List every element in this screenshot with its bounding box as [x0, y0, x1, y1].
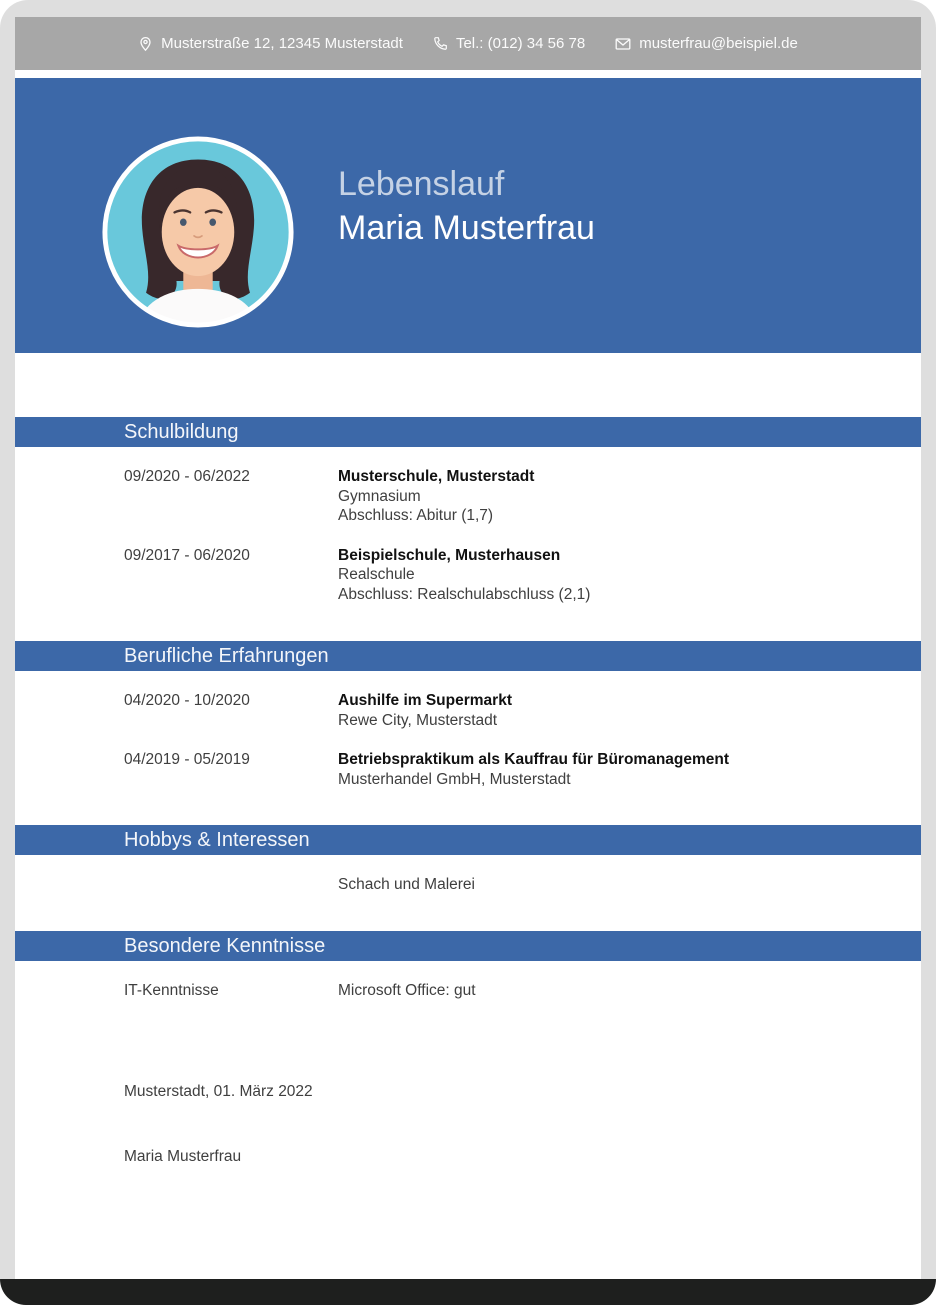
location-pin-icon — [138, 36, 153, 52]
contact-phone — [433, 35, 585, 52]
entry-body — [338, 467, 881, 526]
entry-line: Realschule — [338, 566, 415, 583]
person-name: Maria Musterfrau — [338, 209, 595, 247]
entry-body — [338, 875, 881, 895]
signature-name: Maria Musterfrau — [124, 1148, 242, 1165]
entry-body — [338, 546, 881, 605]
section-berufliche-erfahrungen — [15, 641, 921, 789]
entry-line: Abschluss: Realschulabschluss (2,1) — [338, 585, 591, 603]
resume-entry — [15, 546, 921, 605]
section-title: Hobbys & Interessen — [124, 829, 310, 851]
entry-body — [338, 691, 881, 730]
entry-label: 09/2017 - 06/2020 — [124, 546, 250, 564]
entry-title: Musterschule, Musterstadt — [338, 468, 535, 485]
entry-label: 09/2020 - 06/2022 — [124, 468, 250, 485]
envelope-icon — [615, 37, 631, 51]
contact-phone-text: Tel.: (012) 34 56 78 — [455, 35, 586, 52]
phone-icon — [433, 36, 448, 51]
entry-line: Rewe City, Musterstadt — [338, 711, 498, 729]
section-title: Schulbildung — [124, 421, 239, 443]
section-header-bar — [15, 641, 921, 671]
entry-body — [338, 750, 881, 789]
bottom-dark-bar — [0, 1279, 936, 1305]
contact-address — [138, 35, 403, 52]
entry-line: Microsoft Office: gut — [338, 982, 476, 999]
profile-photo — [100, 134, 296, 330]
contact-bar — [15, 17, 921, 70]
resume-entry — [15, 750, 921, 789]
entry-body — [338, 981, 881, 1001]
section-hobbys-interessen — [15, 825, 921, 895]
title-block — [338, 162, 595, 250]
contact-address-text: Musterstraße 12, 12345 Musterstadt — [161, 35, 403, 52]
document-type-title: Lebenslauf — [338, 165, 505, 203]
entry-label: 04/2020 - 10/2020 — [124, 692, 250, 709]
contact-email-text: musterfrau@beispiel.de — [639, 35, 798, 52]
section-header-bar — [15, 931, 921, 961]
entry-label — [124, 875, 338, 895]
section-title: Berufliche Erfahrungen — [124, 645, 329, 667]
resume-entry — [15, 467, 921, 526]
section-besondere-kenntnisse — [15, 931, 921, 1001]
section-header-bar — [15, 825, 921, 855]
entry-line: Gymnasium — [338, 487, 421, 505]
place-and-date: Musterstadt, 01. März 2022 — [124, 1083, 313, 1100]
entry-title: Beispielschule, Musterhausen — [338, 546, 561, 564]
entry-title: Betriebspraktikum als Kauffrau für Büromanagement — [338, 751, 730, 768]
resume-entry — [15, 875, 921, 895]
section-header-bar — [15, 417, 921, 447]
section-title: Besondere Kenntnisse — [124, 935, 326, 957]
resume-entry — [15, 691, 921, 730]
entry-line: Schach und Malerei — [338, 876, 475, 893]
section-schulbildung — [15, 417, 921, 604]
hero-header — [15, 78, 921, 353]
entry-label: 04/2019 - 05/2019 — [124, 751, 250, 768]
entry-line: Musterhandel GmbH, Musterstadt — [338, 770, 571, 788]
contact-email — [615, 35, 798, 52]
entry-label: IT-Kenntnisse — [124, 982, 219, 999]
entry-title: Aushilfe im Supermarkt — [338, 692, 512, 709]
entry-line: Abschluss: Abitur (1,7) — [338, 507, 494, 524]
resume-page — [15, 17, 921, 1279]
resume-entry — [15, 981, 921, 1001]
